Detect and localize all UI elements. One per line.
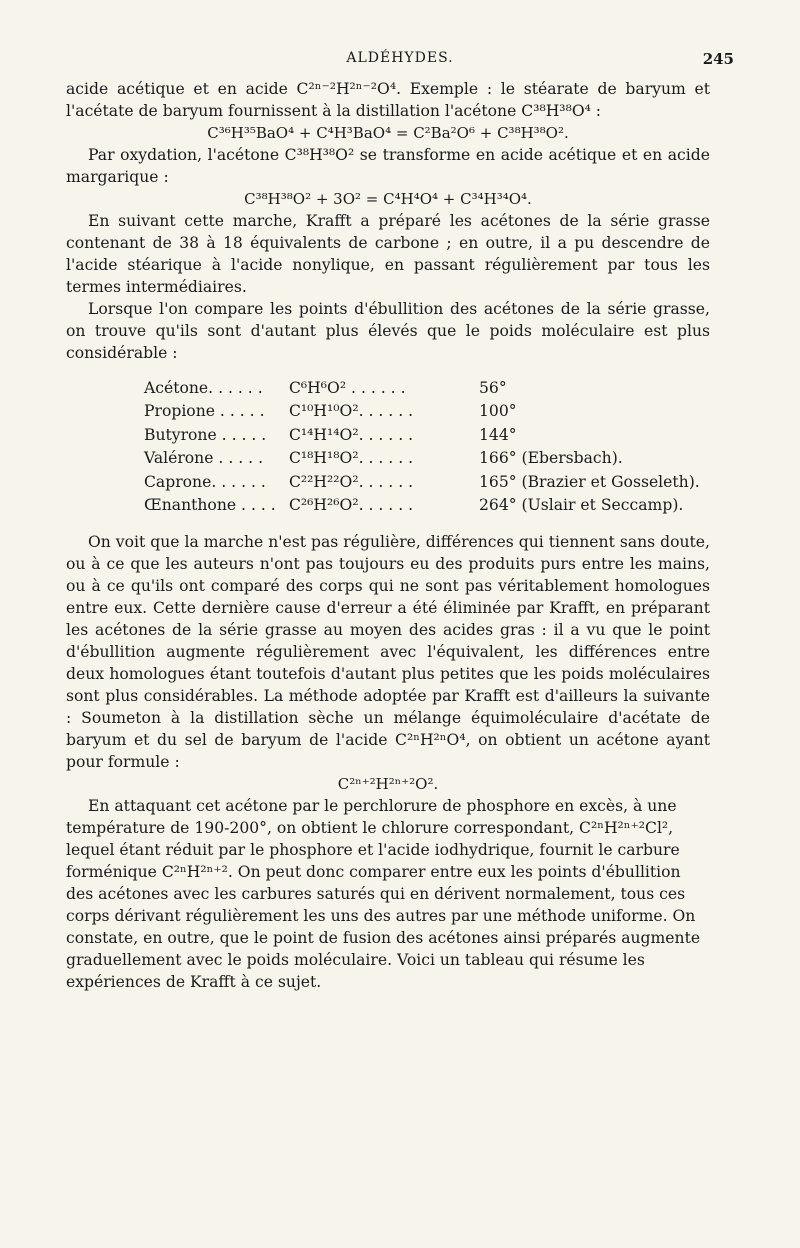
paragraph-2: Par oxydation, l'acétone C³⁸H³⁸O² se transforme en acide acétique et en acide margarique : — [66, 146, 710, 186]
boiling-point: 264° (Uslair et Seccamp). — [479, 496, 684, 515]
compound-name: Propione . . . . . — [144, 402, 265, 421]
running-title: ALDÉHYDES. — [346, 50, 454, 66]
compound-formula: C⁶H⁶O² . . . . . . — [289, 378, 406, 397]
paragraph-5: On voit que la marche n'est pas régulière, différences qui tiennent sans doute, ou à ce que les auteurs n'ont pas toujours eu des produits purs entre les mains, ou à ce qu'ils ont comparé des corps qui ne sont pas véritablement homologues entre eux. Cette dernière cause d'erreur a été éliminée par Krafft, en préparant les acétones de la série grasse au moyen des acides gras : il a vu que le point d'ébullition augmente régulièrement avec l'équivalent, les différences entre deux homologues étant toutefois d'autant plus petites que les poids moléculaires sont plus considérables. La méthode adoptée par Krafft est d'ailleurs la suivante : Soumeton à la distillation sèche un mélange équimoléculaire d'acétate de baryum et du sel de baryum de l'acide C²ⁿH²ⁿO⁴, on obtient un acétone ayant pour formule : — [66, 533, 710, 771]
paragraph-1: acide acétique et en acide C²ⁿ⁻²H²ⁿ⁻²O⁴. Exemple : le stéarate de baryum et l'acétate de baryum fournissent à la distillation l'acétone C³⁸H³⁸O⁴ : — [66, 80, 710, 120]
equation-1: C³⁶H³⁵BaO⁴ + C⁴H³BaO⁴ = C²Ba²O⁶ + C³⁸H³⁸O². — [207, 124, 569, 142]
paragraph-6: En attaquant cet acétone par le perchlorure de phosphore en excès, à une température de 190-200°, on obtient le chlorure correspondant, C²ⁿH²ⁿ⁺²Cl², lequel étant réduit par le phosphore et l'acide iodhydrique, fournit le carbure forménique C²ⁿH²ⁿ⁺². On peut donc comparer entre eux les points d'ébullition des acétones avec les carbures saturés qui en dérivent normalement, tous ces corps dérivant régulièrement les uns des autres par une méthode uniforme. On constate, en outre, que le point de fusion des acétones ainsi préparés augmente graduellement avec le poids moléculaire. Voici un tableau qui résume les expériences de Krafft à ce sujet. — [66, 797, 701, 991]
compound-name: Acétone. . . . . . — [144, 378, 263, 397]
compound-formula: C¹⁴H¹⁴O². . . . . . — [289, 425, 414, 444]
boiling-point: 100° — [479, 402, 517, 421]
paragraph-3: En suivant cette marche, Krafft a préparé les acétones de la série grasse contenant de 38 à 18 équivalents de carbone ; en outre, il a pu descendre de l'acide stéarique à l'acide nonylique, en passant régulièrement par tous les termes intermédiaires. — [66, 212, 710, 296]
compound-formula: C¹⁰H¹⁰O². . . . . . — [289, 402, 414, 421]
compound-name: Œnanthone . . . . — [144, 496, 276, 515]
page-number: 245 — [702, 50, 734, 68]
equation-2: C³⁸H³⁸O² + 3O² = C⁴H⁴O⁴ + C³⁴H³⁴O⁴. — [244, 190, 532, 208]
table-row — [144, 447, 700, 471]
table-row — [144, 494, 700, 518]
compound-name: Butyrone . . . . . — [144, 425, 267, 444]
table-row — [144, 423, 700, 447]
table-row — [144, 376, 700, 400]
equation-3: C²ⁿ⁺²H²ⁿ⁺²O². — [337, 775, 439, 793]
page-body — [66, 78, 710, 993]
paragraph-4: Lorsque l'on compare les points d'ébullition des acétones de la série grasse, on trouve qu'ils sont d'autant plus élevés que le poids moléculaire est plus considérable : — [66, 300, 710, 362]
table-row — [144, 400, 700, 424]
compound-name: Caprone. . . . . . — [144, 472, 266, 491]
compound-formula: C¹⁸H¹⁸O². . . . . . — [289, 449, 414, 468]
table-row — [144, 470, 700, 494]
compound-name: Valérone . . . . . — [144, 449, 264, 468]
compound-formula: C²⁶H²⁶O². . . . . . — [289, 496, 414, 515]
boiling-point-table — [144, 376, 700, 517]
boiling-point: 165° (Brazier et Gosseleth). — [479, 472, 700, 491]
compound-formula: C²²H²²O². . . . . . — [289, 472, 414, 491]
boiling-point: 56° — [479, 378, 507, 397]
running-header — [66, 50, 734, 74]
boiling-point: 144° — [479, 425, 517, 444]
boiling-point: 166° (Ebersbach). — [479, 449, 623, 468]
